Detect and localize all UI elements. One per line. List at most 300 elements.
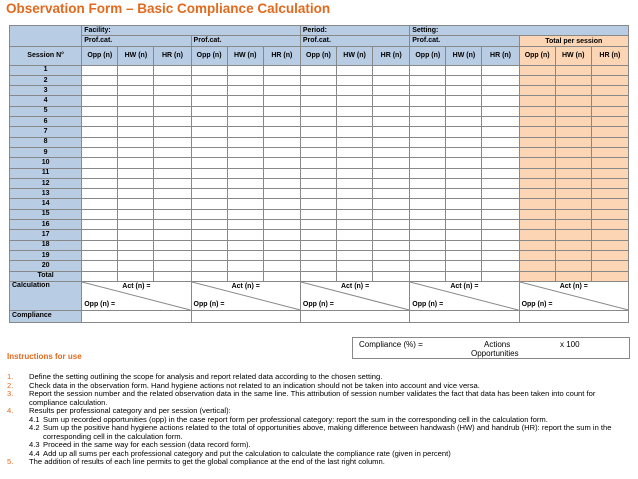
data-cell[interactable] — [482, 137, 519, 147]
data-cell[interactable] — [300, 250, 336, 260]
data-cell[interactable] — [555, 250, 591, 260]
data-cell[interactable] — [591, 230, 628, 240]
data-cell[interactable] — [300, 178, 336, 188]
compliance-cell-1[interactable] — [82, 310, 191, 322]
data-cell[interactable] — [82, 271, 118, 281]
data-cell[interactable] — [446, 137, 482, 147]
data-cell[interactable] — [82, 147, 118, 157]
data-cell[interactable] — [82, 137, 118, 147]
data-cell[interactable] — [410, 168, 446, 178]
data-cell[interactable] — [154, 178, 191, 188]
data-cell[interactable] — [191, 199, 227, 209]
data-cell[interactable] — [410, 178, 446, 188]
data-cell[interactable] — [555, 230, 591, 240]
data-cell[interactable] — [410, 127, 446, 137]
calculation-cell-3[interactable] — [300, 281, 409, 310]
data-cell[interactable] — [410, 147, 446, 157]
data-cell[interactable] — [337, 65, 373, 75]
data-cell[interactable] — [337, 199, 373, 209]
data-cell[interactable] — [118, 261, 154, 271]
data-cell[interactable] — [337, 261, 373, 271]
data-cell[interactable] — [482, 271, 519, 281]
data-cell[interactable] — [191, 230, 227, 240]
data-cell[interactable] — [191, 127, 227, 137]
data-cell[interactable] — [373, 271, 410, 281]
data-cell[interactable] — [300, 189, 336, 199]
data-cell[interactable] — [118, 65, 154, 75]
data-cell[interactable] — [118, 147, 154, 157]
data-cell[interactable] — [82, 240, 118, 250]
data-cell[interactable] — [373, 199, 410, 209]
data-cell[interactable] — [118, 209, 154, 219]
data-cell[interactable] — [154, 271, 191, 281]
data-cell[interactable] — [373, 158, 410, 168]
data-cell[interactable] — [591, 220, 628, 230]
data-cell[interactable] — [191, 147, 227, 157]
data-cell[interactable] — [227, 86, 263, 96]
data-cell[interactable] — [191, 178, 227, 188]
data-cell[interactable] — [410, 75, 446, 85]
data-cell[interactable] — [300, 199, 336, 209]
data-cell[interactable] — [519, 240, 555, 250]
data-cell[interactable] — [337, 220, 373, 230]
data-cell[interactable] — [227, 240, 263, 250]
data-cell[interactable] — [154, 199, 191, 209]
data-cell[interactable] — [373, 178, 410, 188]
data-cell[interactable] — [519, 250, 555, 260]
data-cell[interactable] — [82, 127, 118, 137]
data-cell[interactable] — [191, 75, 227, 85]
data-cell[interactable] — [82, 168, 118, 178]
data-cell[interactable] — [82, 96, 118, 106]
data-cell[interactable] — [300, 220, 336, 230]
data-cell[interactable] — [227, 147, 263, 157]
data-cell[interactable] — [555, 220, 591, 230]
data-cell[interactable] — [191, 271, 227, 281]
data-cell[interactable] — [82, 65, 118, 75]
data-cell[interactable] — [410, 230, 446, 240]
data-cell[interactable] — [118, 240, 154, 250]
data-cell[interactable] — [154, 96, 191, 106]
data-cell[interactable] — [118, 271, 154, 281]
data-cell[interactable] — [482, 86, 519, 96]
data-cell[interactable] — [118, 158, 154, 168]
data-cell[interactable] — [118, 189, 154, 199]
data-cell[interactable] — [82, 250, 118, 260]
data-cell[interactable] — [191, 106, 227, 116]
data-cell[interactable] — [227, 127, 263, 137]
data-cell[interactable] — [227, 65, 263, 75]
data-cell[interactable] — [82, 220, 118, 230]
data-cell[interactable] — [82, 86, 118, 96]
data-cell[interactable] — [300, 127, 336, 137]
data-cell[interactable] — [337, 117, 373, 127]
data-cell[interactable] — [191, 250, 227, 260]
data-cell[interactable] — [118, 220, 154, 230]
data-cell[interactable] — [555, 65, 591, 75]
data-cell[interactable] — [337, 158, 373, 168]
data-cell[interactable] — [263, 220, 300, 230]
calculation-cell-2[interactable] — [191, 281, 300, 310]
data-cell[interactable] — [118, 250, 154, 260]
data-cell[interactable] — [227, 137, 263, 147]
data-cell[interactable] — [337, 209, 373, 219]
data-cell[interactable] — [263, 137, 300, 147]
data-cell[interactable] — [555, 117, 591, 127]
data-cell[interactable] — [519, 106, 555, 116]
data-cell[interactable] — [263, 65, 300, 75]
data-cell[interactable] — [410, 250, 446, 260]
data-cell[interactable] — [410, 209, 446, 219]
data-cell[interactable] — [300, 75, 336, 85]
data-cell[interactable] — [263, 199, 300, 209]
data-cell[interactable] — [82, 75, 118, 85]
compliance-cell-3[interactable] — [300, 310, 409, 322]
data-cell[interactable] — [446, 189, 482, 199]
data-cell[interactable] — [300, 271, 336, 281]
data-cell[interactable] — [82, 261, 118, 271]
data-cell[interactable] — [300, 65, 336, 75]
data-cell[interactable] — [519, 271, 555, 281]
data-cell[interactable] — [410, 199, 446, 209]
data-cell[interactable] — [519, 230, 555, 240]
data-cell[interactable] — [154, 127, 191, 137]
data-cell[interactable] — [555, 199, 591, 209]
data-cell[interactable] — [373, 106, 410, 116]
data-cell[interactable] — [591, 86, 628, 96]
data-cell[interactable] — [482, 65, 519, 75]
data-cell[interactable] — [300, 240, 336, 250]
data-cell[interactable] — [154, 240, 191, 250]
data-cell[interactable] — [82, 209, 118, 219]
data-cell[interactable] — [227, 158, 263, 168]
data-cell[interactable] — [482, 209, 519, 219]
data-cell[interactable] — [482, 178, 519, 188]
data-cell[interactable] — [227, 96, 263, 106]
data-cell[interactable] — [154, 117, 191, 127]
data-cell[interactable] — [446, 96, 482, 106]
data-cell[interactable] — [591, 240, 628, 250]
data-cell[interactable] — [482, 189, 519, 199]
data-cell[interactable] — [555, 137, 591, 147]
data-cell[interactable] — [154, 147, 191, 157]
data-cell[interactable] — [227, 230, 263, 240]
data-cell[interactable] — [300, 117, 336, 127]
data-cell[interactable] — [591, 168, 628, 178]
data-cell[interactable] — [337, 75, 373, 85]
data-cell[interactable] — [591, 189, 628, 199]
data-cell[interactable] — [446, 127, 482, 137]
data-cell[interactable] — [410, 106, 446, 116]
data-cell[interactable] — [154, 230, 191, 240]
data-cell[interactable] — [519, 209, 555, 219]
data-cell[interactable] — [519, 189, 555, 199]
calculation-cell-5[interactable] — [519, 281, 628, 310]
data-cell[interactable] — [118, 127, 154, 137]
data-cell[interactable] — [191, 240, 227, 250]
data-cell[interactable] — [263, 189, 300, 199]
data-cell[interactable] — [373, 137, 410, 147]
compliance-cell-4[interactable] — [410, 310, 519, 322]
data-cell[interactable] — [263, 230, 300, 240]
data-cell[interactable] — [373, 75, 410, 85]
data-cell[interactable] — [82, 158, 118, 168]
data-cell[interactable] — [482, 250, 519, 260]
data-cell[interactable] — [118, 230, 154, 240]
data-cell[interactable] — [555, 178, 591, 188]
compliance-cell-2[interactable] — [191, 310, 300, 322]
data-cell[interactable] — [591, 271, 628, 281]
data-cell[interactable] — [154, 250, 191, 260]
data-cell[interactable] — [446, 168, 482, 178]
data-cell[interactable] — [591, 127, 628, 137]
data-cell[interactable] — [591, 117, 628, 127]
data-cell[interactable] — [591, 106, 628, 116]
data-cell[interactable] — [300, 209, 336, 219]
data-cell[interactable] — [300, 106, 336, 116]
data-cell[interactable] — [118, 178, 154, 188]
data-cell[interactable] — [519, 86, 555, 96]
data-cell[interactable] — [263, 250, 300, 260]
data-cell[interactable] — [446, 147, 482, 157]
data-cell[interactable] — [191, 220, 227, 230]
data-cell[interactable] — [519, 75, 555, 85]
data-cell[interactable] — [519, 168, 555, 178]
data-cell[interactable] — [555, 158, 591, 168]
data-cell[interactable] — [118, 86, 154, 96]
data-cell[interactable] — [227, 75, 263, 85]
data-cell[interactable] — [591, 209, 628, 219]
data-cell[interactable] — [373, 65, 410, 75]
data-cell[interactable] — [263, 240, 300, 250]
data-cell[interactable] — [118, 117, 154, 127]
calculation-cell-1[interactable] — [82, 281, 191, 310]
data-cell[interactable] — [82, 117, 118, 127]
data-cell[interactable] — [337, 250, 373, 260]
data-cell[interactable] — [482, 117, 519, 127]
data-cell[interactable] — [446, 250, 482, 260]
data-cell[interactable] — [154, 75, 191, 85]
data-cell[interactable] — [482, 199, 519, 209]
data-cell[interactable] — [373, 127, 410, 137]
data-cell[interactable] — [263, 158, 300, 168]
data-cell[interactable] — [410, 86, 446, 96]
data-cell[interactable] — [482, 220, 519, 230]
data-cell[interactable] — [300, 158, 336, 168]
data-cell[interactable] — [446, 199, 482, 209]
data-cell[interactable] — [373, 147, 410, 157]
data-cell[interactable] — [337, 271, 373, 281]
data-cell[interactable] — [373, 230, 410, 240]
data-cell[interactable] — [519, 96, 555, 106]
data-cell[interactable] — [373, 189, 410, 199]
data-cell[interactable] — [227, 106, 263, 116]
data-cell[interactable] — [154, 65, 191, 75]
data-cell[interactable] — [446, 106, 482, 116]
data-cell[interactable] — [300, 96, 336, 106]
data-cell[interactable] — [373, 240, 410, 250]
data-cell[interactable] — [482, 127, 519, 137]
compliance-cell-5[interactable] — [519, 310, 628, 322]
data-cell[interactable] — [591, 158, 628, 168]
data-cell[interactable] — [446, 86, 482, 96]
data-cell[interactable] — [263, 106, 300, 116]
data-cell[interactable] — [519, 137, 555, 147]
data-cell[interactable] — [82, 189, 118, 199]
data-cell[interactable] — [482, 106, 519, 116]
data-cell[interactable] — [591, 75, 628, 85]
data-cell[interactable] — [410, 65, 446, 75]
data-cell[interactable] — [191, 96, 227, 106]
data-cell[interactable] — [263, 168, 300, 178]
data-cell[interactable] — [519, 158, 555, 168]
data-cell[interactable] — [300, 137, 336, 147]
data-cell[interactable] — [482, 240, 519, 250]
data-cell[interactable] — [482, 261, 519, 271]
data-cell[interactable] — [118, 96, 154, 106]
data-cell[interactable] — [519, 147, 555, 157]
data-cell[interactable] — [482, 168, 519, 178]
data-cell[interactable] — [446, 65, 482, 75]
data-cell[interactable] — [191, 137, 227, 147]
data-cell[interactable] — [118, 106, 154, 116]
data-cell[interactable] — [227, 250, 263, 260]
data-cell[interactable] — [337, 127, 373, 137]
data-cell[interactable] — [227, 168, 263, 178]
data-cell[interactable] — [446, 261, 482, 271]
calculation-cell-4[interactable] — [410, 281, 519, 310]
data-cell[interactable] — [555, 271, 591, 281]
data-cell[interactable] — [263, 75, 300, 85]
data-cell[interactable] — [337, 230, 373, 240]
data-cell[interactable] — [191, 189, 227, 199]
data-cell[interactable] — [191, 168, 227, 178]
data-cell[interactable] — [446, 117, 482, 127]
data-cell[interactable] — [446, 75, 482, 85]
data-cell[interactable] — [227, 189, 263, 199]
data-cell[interactable] — [263, 117, 300, 127]
data-cell[interactable] — [555, 261, 591, 271]
data-cell[interactable] — [118, 75, 154, 85]
data-cell[interactable] — [227, 117, 263, 127]
data-cell[interactable] — [410, 158, 446, 168]
data-cell[interactable] — [337, 96, 373, 106]
data-cell[interactable] — [555, 86, 591, 96]
data-cell[interactable] — [263, 86, 300, 96]
data-cell[interactable] — [591, 250, 628, 260]
data-cell[interactable] — [191, 117, 227, 127]
data-cell[interactable] — [410, 137, 446, 147]
data-cell[interactable] — [154, 168, 191, 178]
data-cell[interactable] — [519, 178, 555, 188]
data-cell[interactable] — [555, 106, 591, 116]
data-cell[interactable] — [555, 147, 591, 157]
data-cell[interactable] — [555, 209, 591, 219]
data-cell[interactable] — [410, 189, 446, 199]
data-cell[interactable] — [263, 147, 300, 157]
data-cell[interactable] — [82, 230, 118, 240]
data-cell[interactable] — [191, 209, 227, 219]
data-cell[interactable] — [591, 199, 628, 209]
data-cell[interactable] — [410, 271, 446, 281]
data-cell[interactable] — [82, 178, 118, 188]
data-cell[interactable] — [591, 178, 628, 188]
data-cell[interactable] — [373, 209, 410, 219]
data-cell[interactable] — [337, 137, 373, 147]
data-cell[interactable] — [482, 230, 519, 240]
data-cell[interactable] — [410, 261, 446, 271]
data-cell[interactable] — [82, 199, 118, 209]
data-cell[interactable] — [227, 220, 263, 230]
data-cell[interactable] — [446, 230, 482, 240]
data-cell[interactable] — [263, 178, 300, 188]
data-cell[interactable] — [154, 209, 191, 219]
data-cell[interactable] — [154, 158, 191, 168]
data-cell[interactable] — [555, 75, 591, 85]
data-cell[interactable] — [591, 261, 628, 271]
data-cell[interactable] — [227, 199, 263, 209]
data-cell[interactable] — [337, 240, 373, 250]
data-cell[interactable] — [555, 96, 591, 106]
data-cell[interactable] — [154, 86, 191, 96]
data-cell[interactable] — [410, 117, 446, 127]
data-cell[interactable] — [373, 261, 410, 271]
data-cell[interactable] — [373, 96, 410, 106]
data-cell[interactable] — [482, 75, 519, 85]
data-cell[interactable] — [446, 271, 482, 281]
data-cell[interactable] — [446, 220, 482, 230]
data-cell[interactable] — [373, 117, 410, 127]
data-cell[interactable] — [227, 261, 263, 271]
data-cell[interactable] — [373, 250, 410, 260]
data-cell[interactable] — [519, 199, 555, 209]
data-cell[interactable] — [519, 261, 555, 271]
data-cell[interactable] — [300, 86, 336, 96]
data-cell[interactable] — [337, 168, 373, 178]
data-cell[interactable] — [300, 230, 336, 240]
data-cell[interactable] — [300, 261, 336, 271]
data-cell[interactable] — [263, 96, 300, 106]
data-cell[interactable] — [446, 158, 482, 168]
data-cell[interactable] — [118, 137, 154, 147]
data-cell[interactable] — [191, 86, 227, 96]
data-cell[interactable] — [337, 106, 373, 116]
data-cell[interactable] — [118, 168, 154, 178]
data-cell[interactable] — [154, 137, 191, 147]
data-cell[interactable] — [191, 261, 227, 271]
data-cell[interactable] — [410, 96, 446, 106]
data-cell[interactable] — [519, 127, 555, 137]
data-cell[interactable] — [555, 127, 591, 137]
data-cell[interactable] — [373, 168, 410, 178]
data-cell[interactable] — [191, 65, 227, 75]
data-cell[interactable] — [227, 271, 263, 281]
data-cell[interactable] — [482, 96, 519, 106]
data-cell[interactable] — [263, 209, 300, 219]
data-cell[interactable] — [118, 199, 154, 209]
data-cell[interactable] — [227, 178, 263, 188]
data-cell[interactable] — [373, 86, 410, 96]
data-cell[interactable] — [300, 147, 336, 157]
data-cell[interactable] — [519, 117, 555, 127]
data-cell[interactable] — [519, 65, 555, 75]
data-cell[interactable] — [154, 261, 191, 271]
data-cell[interactable] — [591, 147, 628, 157]
data-cell[interactable] — [300, 168, 336, 178]
data-cell[interactable] — [591, 65, 628, 75]
data-cell[interactable] — [446, 240, 482, 250]
data-cell[interactable] — [263, 271, 300, 281]
